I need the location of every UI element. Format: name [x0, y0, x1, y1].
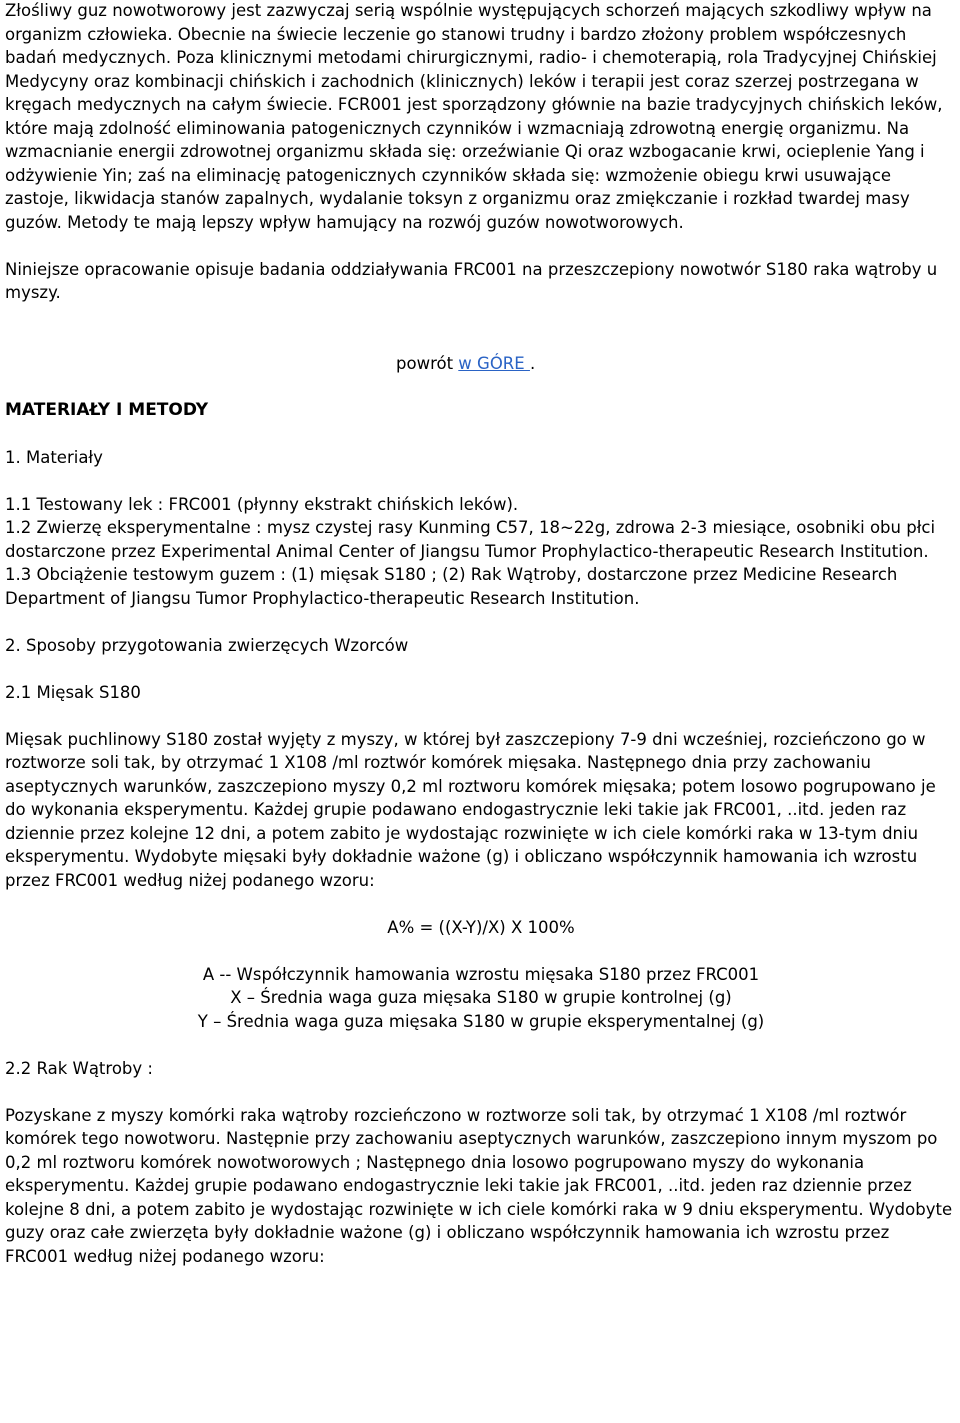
spacer — [5, 939, 957, 963]
formula-legend-x: X – Średnia waga guza mięsaka S180 w grupie kontrolnej (g) — [230, 988, 732, 1007]
subsection-title-liver: 2.2 Rak Wątroby : — [5, 1058, 153, 1078]
back-prefix: powrót — [396, 353, 459, 373]
formula: A% = ((X-Y)/X) X 100% — [387, 917, 575, 937]
item-1-2: 1.2 Zwierzę eksperymentalne : mysz czystej rasy Kunming C57, 18~22g, zdrowa 2-3 miesiące, osobniki obu płci dostarczone przez Experimental Animal Center of Jiangsu Tumor Prophylactico-therapeutic Research Institution. — [5, 518, 936, 561]
subsection-title-materials: 1. Materiały — [5, 447, 103, 467]
formula-legend-a: A -- Współczynnik hamowania wzrostu mięsaka S180 przez FRC001 — [202, 964, 760, 984]
spacer — [5, 704, 957, 728]
sarcoma-paragraph: Mięsak puchlinowy S180 został wyjęty z myszy, w której był zaszczepiony 7-9 dni wcześniej, rozcieńczono go w roztworze soli tak, by otrzymać 1 X108 /ml roztwór komórek mięsaka. Następnego dnia przy zachowaniu aseptycznych warunków, zaszczepiono myszy 0,2 ml roztworu komórek mięsaka; potem losowo pogrupowano je do wykonania eksperymentu. Każdej grupie podawano endogastrycznie leki takie jak FRC001, ..itd. jeden raz dziennie przez kolejne 12 dni, a potem zabito je wydostając rozwinięte w ich ciele komórki raka w 13-tym dniu eksperymentu. Wydobyte mięsaki były dokładnie ważone (g) i obliczano współczynnik hamowania ich wzrostu przez FRC001 według niżej podanego wzoru: — [5, 729, 936, 890]
spacer — [5, 234, 957, 258]
item-1-3: 1.3 Obciążenie testowym guzem : (1) mięsak S180 ; (2) Rak Wątroby, dostarczone przez Medicine Research Department of Jiangsu Tumor Prophylactico-therapeutic Research Institution. — [5, 565, 898, 608]
spacer — [5, 305, 957, 329]
summary-paragraph: Niniejsze opracowanie opisuje badania oddziaływania FRC001 na przeszczepiony nowotwór S180 raka wątroby u myszy. — [5, 259, 938, 302]
item-1-1: 1.1 Testowany lek : FRC001 (płynny ekstrakt chińskich leków). — [5, 494, 519, 514]
back-to-top — [5, 352, 957, 376]
intro-paragraph: Złośliwy guz nowotworowy jest zazwyczaj serią wspólnie występujących schorzeń mających szkodliwy wpływ na organizm człowieka. Obecnie na świecie leczenie go stanowi trudny i bardzo złożony problem współczesnych badań medycznych. Poza klinicznymi metodami chirurgicznymi, radio- i chemoterapią, rola Tradycyjnej Chińskiej Medycyny oraz kombinacji chińskich i zachodnich (klinicznych) leków i terapii jest coraz szerzej postrzegana w kręgach medycznych na całym świecie. FCR001 jest sporządzony głównie na bazie tradycyjnych chińskich leków, które mają zdolność eliminowania patogenicznych czynników i wzmacniają zdrowotną energię organizmu. Na wzmacnianie energii zdrowotnej organizmu składa się: orzeźwianie Qi oraz wzbogacanie krwi, ocieplenie Yang i odżywienie Yin; zaś na eliminację patogenicznych czynników składa się: wzmożenie obiegu krwi usuwające zastoje, likwidacja stanów zapalnych, wydalanie toksyn z organizmu oraz zmiękczanie i rozkład twardej masy guzów. Metody te mają lepszy wpływ hamujący na rozwój guzów nowotworowych. — [5, 1, 943, 232]
spacer — [5, 469, 957, 493]
spacer — [5, 610, 957, 634]
spacer — [5, 1033, 957, 1057]
liver-paragraph: Pozyskane z myszy komórki raka wątroby rozcieńczono w roztworze soli tak, by otrzymać 1 X108 /ml roztwór komórek tego nowotworu. Następnie przy zachowaniu aseptycznych warunków, zaszczepiono innym myszom po 0,2 ml roztworu komórek nowotworowych ; Następnego dnia losowo pogrupowano myszy do wykonania eksperymentu. Każdej grupie podawano endogastrycznie leki takie jak FRC001, ..itd. jeden raz dziennie przez kolejne 8 dni, a potem zabito je wydostając rozwinięte w ich ciele komórki raka w 9 dniu eksperymentu. Wydobyte guzy oraz całe zwierzęta były dokładnie ważone (g) i obliczano współczynnik hamowania ich wzrostu przez FRC001 według niżej podanego wzoru: — [5, 1105, 953, 1266]
section-heading: MATERIAŁY I METODY — [5, 399, 209, 420]
spacer — [5, 1080, 957, 1104]
subsection-title-preparation: 2. Sposoby przygotowania zwierzęcych Wzorców — [5, 635, 409, 655]
formula-legend-y: Y – Średnia waga guza mięsaka S180 w grupie eksperymentalnej (g) — [197, 1011, 765, 1031]
spacer — [5, 892, 957, 916]
document-page — [5, 0, 957, 1268]
spacer — [5, 328, 957, 352]
spacer — [5, 422, 957, 446]
spacer — [5, 375, 957, 399]
subsection-title-sarcoma: 2.1 Mięsak S180 — [5, 682, 141, 702]
back-to-top-link[interactable]: w GÓRE — [458, 353, 530, 373]
back-suffix: . — [529, 353, 536, 373]
spacer — [5, 657, 957, 681]
